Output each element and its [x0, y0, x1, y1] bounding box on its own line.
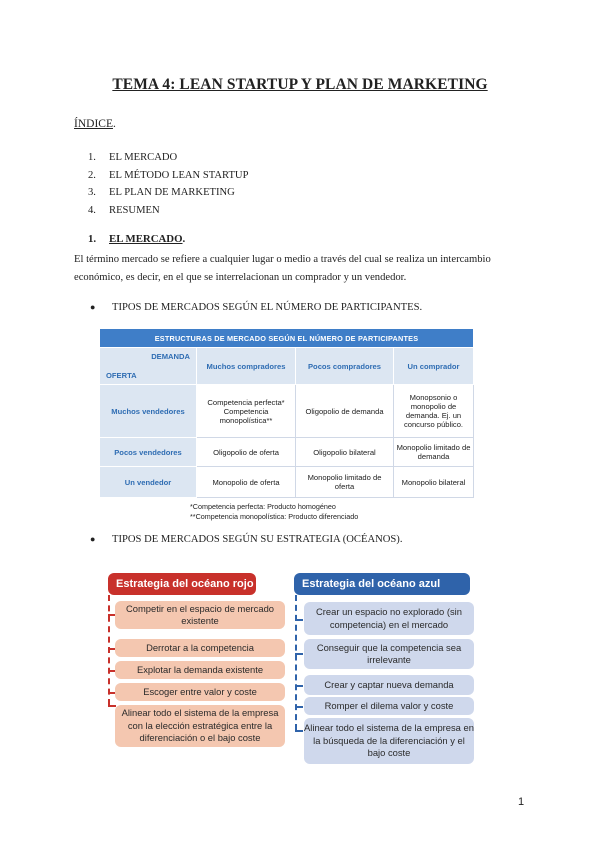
red-ocean-title: Estrategia del océano rojo	[108, 573, 256, 595]
page-title: TEMA 4: LEAN STARTUP Y PLAN DE MARKETING	[112, 76, 488, 93]
row-header: Muchos vendedores	[100, 385, 197, 438]
blue-ocean-tick	[295, 685, 303, 687]
toc-item	[88, 203, 248, 221]
table-notes	[190, 502, 358, 522]
bullet-text: TIPOS DE MERCADOS SEGÚN SU ESTRATEGIA (OCÉANOS).	[112, 534, 403, 545]
table-cell: Oligopolio de oferta	[197, 438, 296, 467]
blue-ocean-tick	[295, 730, 303, 732]
toc-item-label: EL MÉTODO LEAN STARTUP	[109, 169, 249, 181]
index-heading	[74, 118, 116, 130]
red-ocean-item: Derrotar a la competencia	[115, 639, 285, 657]
table-of-contents	[88, 150, 248, 220]
table-row	[100, 467, 474, 498]
table-cell: Monopolio limitado de oferta	[296, 467, 394, 498]
table-cell: Monopolio de oferta	[197, 467, 296, 498]
toc-item-label: RESUMEN	[109, 204, 160, 216]
corner-demand-label: DEMANDA	[151, 352, 190, 361]
corner-offer-label: OFERTA	[106, 371, 137, 380]
table-note: **Competencia monopolística: Producto diferenciado	[190, 512, 359, 521]
table-header: ESTRUCTURAS DE MERCADO SEGÚN EL NÚMERO DE PARTICIPANTES	[100, 329, 474, 348]
red-ocean-item: Alinear todo el sistema de la empresa con la elección estratégica entre la diferenciación o el bajo coste	[115, 705, 285, 747]
table-cell: Oligopolio bilateral	[296, 438, 394, 467]
toc-item-number: 4.	[88, 204, 96, 216]
column-header: Un comprador	[394, 348, 474, 385]
toc-item-number: 1.	[88, 152, 96, 163]
section-heading	[88, 233, 185, 245]
bullet-dot-icon: ●	[90, 534, 96, 544]
bullet-text: TIPOS DE MERCADOS SEGÚN EL NÚMERO DE PARTICIPANTES.	[112, 302, 423, 313]
row-header: Un vendedor	[100, 467, 197, 498]
blue-ocean-item: Conseguir que la competencia sea irrelevante	[304, 639, 474, 669]
blue-ocean-tick	[295, 653, 303, 655]
section-paragraph: El término mercado se refiere a cualquier lugar o medio a través del cual se realiza un intercambio económico, es decir, en el que se interrelacionan un comprador y un vendedor.	[74, 254, 491, 283]
bullet-item	[90, 534, 402, 545]
red-ocean-item: Competir en el espacio de mercado existente	[115, 601, 285, 629]
page-number: 1	[518, 796, 525, 808]
column-header: Muchos compradores	[197, 348, 296, 385]
market-structure-table	[99, 328, 474, 498]
toc-item-label: EL MERCADO	[109, 152, 178, 163]
row-header: Pocos vendedores	[100, 438, 197, 467]
blue-ocean-item: Romper el dilema valor y coste	[304, 697, 474, 715]
blue-ocean-tick	[295, 619, 303, 621]
bullet-dot-icon: ●	[90, 302, 96, 312]
toc-item	[88, 150, 248, 168]
toc-item-number: 2.	[88, 169, 96, 181]
table-cell: Monopsonio o monopolio de demanda. Ej. un concurso público.	[394, 385, 474, 438]
red-ocean-item: Escoger entre valor y coste	[115, 683, 285, 701]
table-row	[100, 438, 474, 467]
toc-item-label: EL PLAN DE MARKETING	[109, 187, 235, 198]
toc-item	[88, 168, 248, 186]
blue-ocean-tick	[295, 706, 303, 708]
column-header: Pocos compradores	[296, 348, 394, 385]
table-cell: Monopolio bilateral	[394, 467, 474, 498]
blue-ocean-title: Estrategia del océano azul	[294, 573, 470, 595]
toc-item-number: 3.	[88, 187, 96, 198]
section-number: 1.	[88, 233, 97, 245]
toc-item	[88, 185, 248, 203]
blue-ocean-item: Crear un espacio no explorado (sin competencia) en el mercado	[304, 602, 474, 635]
table-note: *Competencia perfecta: Producto homogéneo	[190, 502, 336, 511]
table-cell: Monopolio limitado de demanda	[394, 438, 474, 467]
bullet-item	[90, 302, 422, 313]
table-row	[100, 385, 474, 438]
table-cell: Competencia perfecta* Competencia monopolística**	[197, 385, 296, 438]
blue-ocean-item: Crear y captar nueva demanda	[304, 675, 474, 695]
table-cell: Oligopolio de demanda	[296, 385, 394, 438]
section-title: EL MERCADO	[109, 233, 183, 245]
red-ocean-item: Explotar la demanda existente	[115, 661, 285, 679]
blue-ocean-item: Alinear todo el sistema de la empresa en la búsqueda de la diferenciación y el bajo coste	[304, 718, 474, 764]
red-ocean-connector	[108, 595, 110, 705]
blue-ocean-connector	[295, 595, 297, 730]
index-heading-text: ÍNDICE	[74, 118, 113, 130]
table-corner	[100, 348, 197, 385]
section-title-dot: .	[182, 233, 186, 245]
index-heading-dot: .	[112, 118, 116, 130]
